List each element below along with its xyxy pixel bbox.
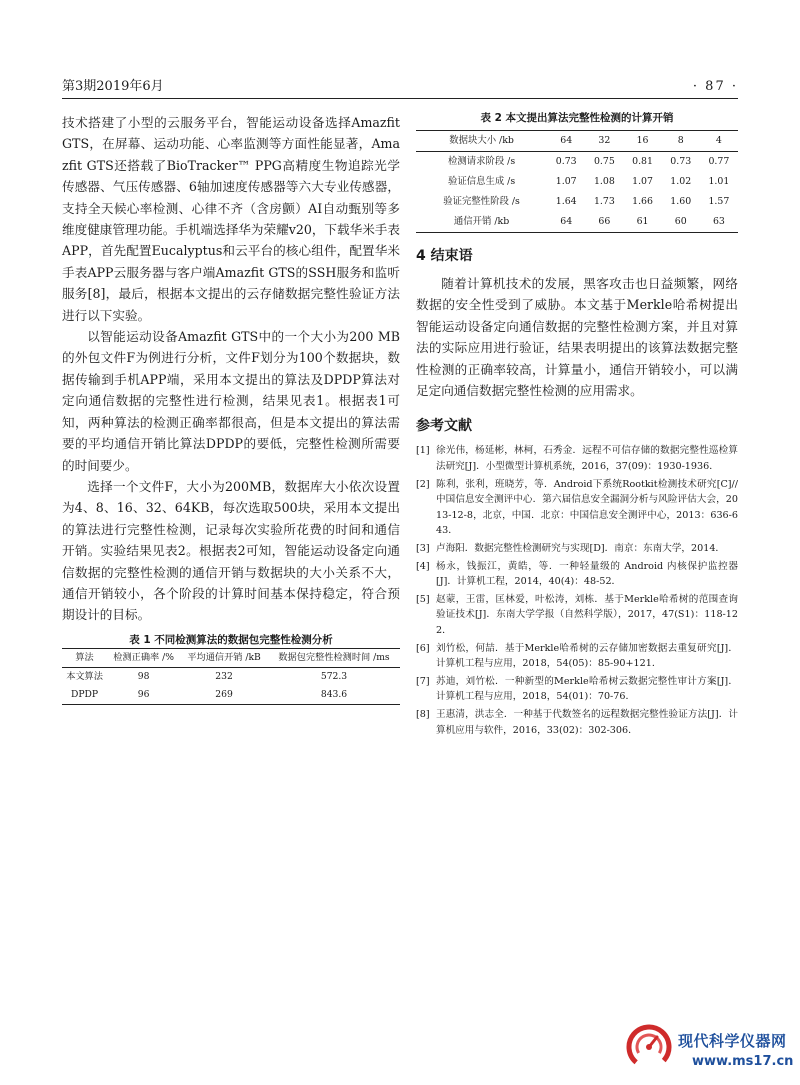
table-cell: 98	[137, 670, 150, 682]
table-cell: 843.6	[268, 686, 400, 705]
reference-number: [3]	[416, 543, 430, 554]
table2	[416, 130, 738, 233]
watermark-site-name: 现代科学仪器网	[678, 1032, 787, 1050]
table1	[62, 648, 400, 705]
paragraph-exp1: 以智能运动设备Amazfit GTS中的一个大小为200 MB的外包文件F为例进行分析，文件F划分为100个数据块，数据传输到手机APP端，采用本文提出的算法及DPDP算法对定向通信数据的完整性进行检测，结果见表1。根据表1可知，两种算法的检测正确率都很高，但是本文提出的算法需要的平均通信开销比算法DPDP的要低，完整性检测所需要的时间要少。	[62, 329, 400, 473]
table1-header: 平均通信开销 /kB	[180, 648, 268, 667]
table-cell: 验证信息生成 /s	[447, 176, 516, 187]
table2-header: 数据块大小 /kb	[416, 131, 547, 152]
reference-item	[416, 707, 738, 738]
table-cell: 1.66	[632, 196, 653, 207]
reference-number: [1]	[416, 445, 430, 457]
left-column	[62, 112, 400, 705]
reference-item	[416, 541, 738, 557]
table-cell: 60	[662, 212, 700, 233]
reference-item	[416, 641, 738, 672]
reference-number: [6]	[416, 642, 430, 654]
table2-header: 32	[585, 131, 623, 152]
reference-text: 刘竹松，何喆．基于Merkle哈希树的云存储加密数据去重复研究[J]．计算机工程与应用，2018，54(05)：85-90+121．	[436, 642, 738, 670]
reference-text: 卢海阳．数据完整性检测研究与实现[D]．南京：东南大学，2014．	[436, 543, 726, 554]
table-cell: 通信开销 /kb	[416, 212, 547, 233]
table-cell: 66	[585, 212, 623, 233]
reference-number: [8]	[416, 708, 430, 720]
journal-issue: 第3期2019年6月	[62, 79, 164, 94]
table-row	[416, 172, 738, 192]
page-number: · 87 ·	[692, 79, 738, 94]
table-cell: 1.02	[670, 176, 692, 187]
table-cell: 0.77	[708, 156, 730, 167]
table-cell: 1.60	[670, 196, 692, 207]
table-cell: 61	[623, 212, 661, 233]
table-row	[416, 212, 738, 233]
conclusion-paragraph: 随着计算机技术的发展，黑客攻击也日益频繁，网络数据的安全性受到了威胁。本文基于Merkle哈希树提出智能运动设备定向通信数据的完整性检测方案，并且对算法的实际应用进行验证，结果表明提出的该算法数据完整性检测的正确率较高，计算量小，通信开销较小，可以满足定向通信数据完整性检测的应用需求。	[416, 276, 738, 399]
reference-text: 苏迪，刘竹松．一种新型的Merkle哈希树云数据完整性审计方案[J]．计算机工程与应用，2018，54(01)：70-76．	[436, 675, 738, 703]
table-cell: 本文算法	[66, 670, 103, 682]
paragraph-setup: 技术搭建了小型的云服务平台，智能运动设备选择Amazfit GTS，在屏幕、运动功能、心率监测等方面性能显著，Amazfit GTS还搭载了BioTracker™ PPG高精度生物追踪光学传感器、气压传感器、6轴加速度传感器等六大专业传感器，支持全天候心率检测、心律不齐（含房颤）AI自动甄别等多维度健康管理功能。手机端选择华为荣耀v20，下载华米手表APP，首先配置Eucalyptus和云平台的核心组件，配置华米手表APP云服务器与客户端Amazfit GTS的SSH服务和监听服务[8]，最后，根据本文提出的云存储数据完整性验证方法进行以下实验。	[62, 115, 400, 323]
table2-header: 4	[700, 131, 738, 152]
table1-header: 数据包完整性检测时间 /ms	[268, 648, 400, 667]
table-row	[416, 152, 738, 173]
table-cell: 0.81	[632, 156, 653, 167]
gauge-logo-icon	[626, 1024, 672, 1070]
reference-item	[416, 443, 738, 474]
table-cell: 232	[215, 670, 233, 682]
reference-item	[416, 559, 738, 590]
table-row	[62, 667, 400, 686]
table-cell: 572.3	[320, 670, 348, 682]
table-cell: 269	[180, 686, 268, 705]
table1-header: 检测正确率 /%	[107, 648, 180, 667]
table2-header: 64	[547, 131, 585, 152]
table-cell: 1.64	[555, 196, 577, 207]
table2-header: 16	[623, 131, 661, 152]
table-cell: DPDP	[62, 686, 107, 705]
table2-caption: 表 2 本文提出算法完整性检测的计算开销	[480, 112, 674, 124]
reference-text: 陈利，张利，班晓芳，等．Android下系统Rootkit检测技术研究[C]//中国信息安全测评中心．第六届信息安全漏洞分析与风险评估大会，2013-12-8，北京，中国．北京：中国信息安全测评中心，2013：636-643．	[436, 478, 738, 537]
table-cell: 0.73	[670, 156, 692, 167]
right-column	[416, 110, 738, 740]
reference-number: [2]	[416, 478, 430, 490]
site-watermark[interactable]	[626, 1018, 800, 1085]
section-title-conclusion: 4 结束语	[416, 248, 473, 264]
table2-header: 8	[662, 131, 700, 152]
table-cell: 验证完整性阶段 /s	[443, 196, 520, 207]
watermark-url[interactable]: www.ms17.cn	[692, 1054, 794, 1069]
reference-text: 徐光伟，杨延彬，林柯，石秀金．远程不可信存储的数据完整性巡检算法研究[J]．小型微型计算机系统，2016，37(09)：1930-1936．	[436, 445, 738, 473]
table-cell: 1.73	[593, 196, 615, 207]
table-row	[62, 686, 400, 705]
table-cell: 1.07	[632, 176, 653, 187]
running-header	[62, 78, 738, 99]
table-cell: 96	[107, 686, 180, 705]
table-cell: 0.73	[555, 156, 577, 167]
reference-text: 王惠清，洪志全．一种基于代数签名的远程数据完整性验证方法[J]．计算机应用与软件，2016，33(02)：302-306．	[436, 708, 738, 736]
table-cell: 0.75	[593, 156, 615, 167]
reference-list	[416, 443, 738, 738]
table-cell: 1.08	[593, 176, 615, 187]
table-cell: 63	[700, 212, 738, 233]
reference-number: [5]	[416, 593, 430, 605]
reference-item	[416, 674, 738, 705]
paragraph-exp2: 选择一个文件F，大小为200MB，数据库大小依次设置为4、8、16、32、64KB，每次选取500块，采用本文提出的算法进行完整性检测，记录每次实验所花费的时间和通信开销。实验结果见表2。根据表2可知，智能运动设备定向通信数据的完整性检测的通信开销与数据块的大小关系不大，通信开销较小，各个阶段的计算时间基本保持稳定，符合预期设计的目标。	[62, 478, 400, 623]
table1-caption: 表 1 不同检测算法的数据包完整性检测分析	[129, 633, 333, 646]
reference-number: [7]	[416, 675, 430, 687]
reference-number: [4]	[416, 560, 430, 572]
reference-item	[416, 477, 738, 539]
table-cell: 检测请求阶段 /s	[447, 156, 516, 167]
reference-text: 杨永，钱振江，黄皓，等．一种轻量级的 Android 内核保护监控器[J]．计算机工程，2014，40(4)：48-52．	[436, 560, 738, 588]
reference-text: 赵蒙，王雷，匡林爱，叶松涛，刘栋．基于Merkle哈希树的范围查询验证技术[J]．东南大学学报（自然科学版），2017，47(S1)：118-122．	[436, 593, 738, 636]
table1-header: 算法	[62, 648, 107, 667]
table-row	[416, 192, 738, 212]
table-cell: 1.07	[555, 176, 577, 187]
reference-item	[416, 592, 738, 639]
references-title: 参考文献	[416, 418, 472, 435]
table-cell: 1.01	[708, 176, 730, 187]
table-cell: 64	[547, 212, 585, 233]
table-cell: 1.57	[708, 196, 730, 207]
